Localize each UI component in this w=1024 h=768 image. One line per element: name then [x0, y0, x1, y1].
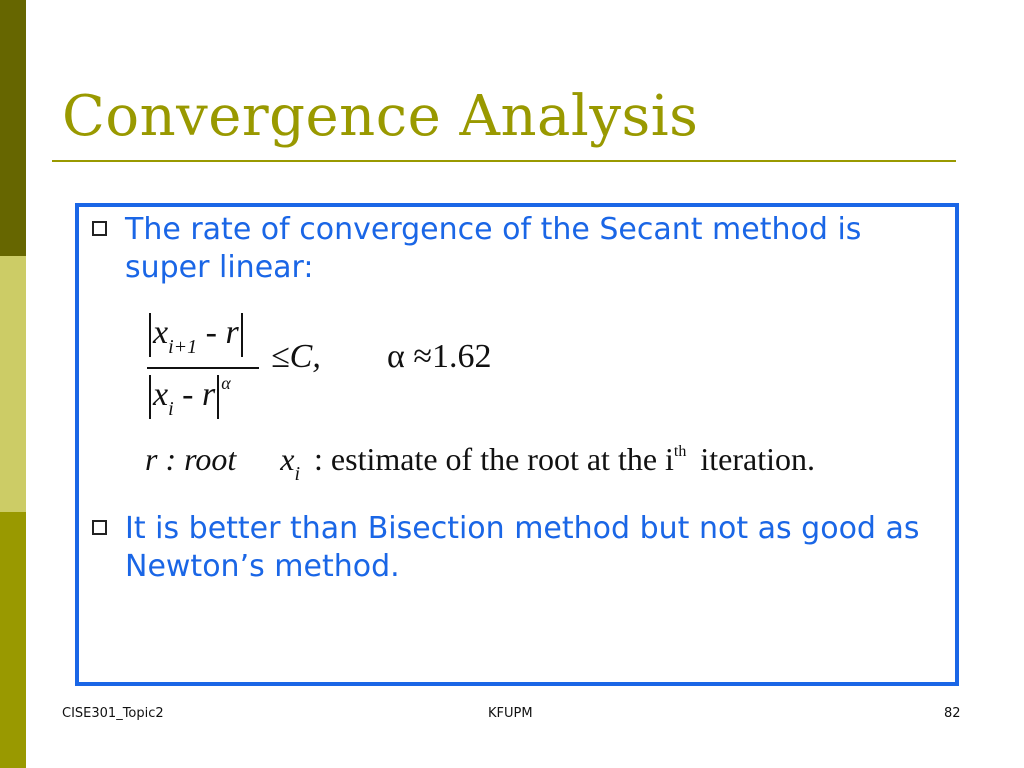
slide-title: Convergence Analysis — [62, 84, 699, 149]
bullet-square-icon — [92, 520, 107, 535]
decor-stripe-middle — [0, 256, 26, 512]
fraction-bar — [147, 367, 259, 369]
content-box — [75, 203, 959, 686]
bullet-square-icon — [92, 221, 107, 236]
decor-stripe-top — [0, 0, 26, 256]
estimate-definition: : estimate of the root at the i — [314, 441, 674, 477]
footer-institution: KFUPM — [488, 706, 533, 721]
abs-bar-left — [149, 375, 151, 419]
footer-course: CISE301_Topic2 — [62, 706, 164, 721]
alpha-value: α ≈1.62 — [387, 338, 492, 375]
bullet-text-2: It is better than Bisection method but not as good as Newton’s method. — [125, 511, 920, 584]
fraction-numerator: $x_{i+1}$ - r — [147, 313, 245, 363]
title-underline — [52, 160, 956, 162]
decor-stripe-bottom — [0, 512, 26, 768]
bullet-text-1: The rate of convergence of the Secant method is super linear: — [125, 212, 862, 285]
abs-bar-right — [241, 313, 243, 357]
formula-relation: ≤C, — [271, 338, 321, 375]
definitions-line: r : root $x_i$ : estimate of the root at the $i^{th}$ iteration. — [145, 441, 815, 485]
abs-bar-right — [217, 375, 219, 419]
footer-page-number: 82 — [944, 706, 961, 721]
abs-bar-left — [149, 313, 151, 357]
fraction-denominator: $x_i$ - r $^\alpha$ — [147, 375, 231, 425]
root-definition: r : root — [145, 441, 237, 477]
